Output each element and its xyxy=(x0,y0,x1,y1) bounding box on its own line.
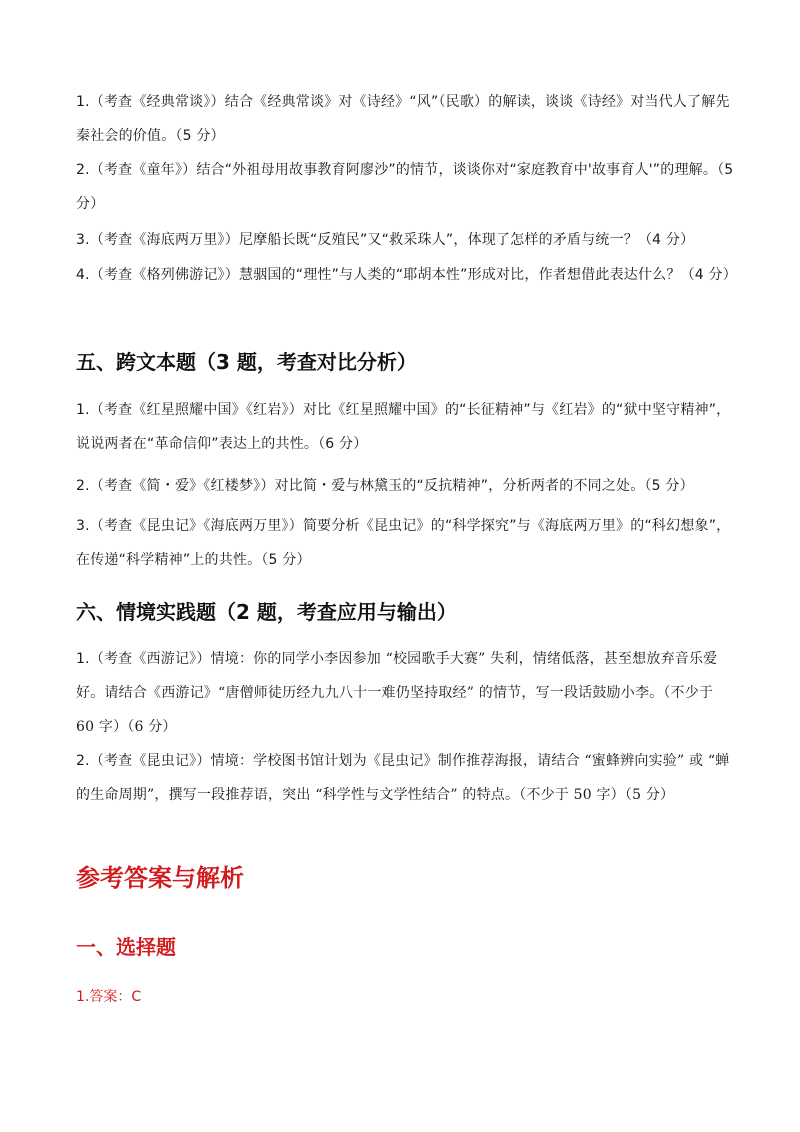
question-4-4: 4.（考查《格列佛游记》）慧骃国的“理性”与人类的“耶胡本性”形成对比，作者想借此表达什么？（4 分） xyxy=(76,267,737,283)
answers-title: 参考答案与解析 xyxy=(76,864,244,892)
question-5-1: 1.（考查《红星照耀中国》《红岩》）对比《红星照耀中国》的“长征精神”与《红岩》的“狱中坚守精神”，说说两者在“革命信仰”表达上的共性。（6 分） xyxy=(76,402,731,452)
question-6-1 xyxy=(76,642,736,744)
question-5-2: 2.（考查《简・爱》《红楼梦》）对比简・爱与林黛玉的“反抗精神”，分析两者的不同之处。（5 分） xyxy=(76,478,694,494)
question-6-2-prefix: 2.（考查《昆虫记》）情境： xyxy=(76,753,254,769)
section-5-heading: 五、跨文本题（3 题，考查对比分析） xyxy=(76,350,417,374)
question-6-1-body: 你的同学小李因参加 “校园歌手大赛” 失利，情绪低落，甚至想放弃音乐爱好。请结合《西游记》“唐僧师徒历经九九八十一难仍坚持取经” 的情节，写一段话鼓励小李。（不少于 60 字）（6 分） xyxy=(76,651,718,735)
answer-1: 1.答案：C xyxy=(76,989,142,1005)
section-6-heading: 六、情境实践题（2 题，考查应用与输出） xyxy=(76,600,457,624)
question-4-2: 2.（考查《童年》）结合“外祖母用故事教育阿廖沙”的情节，谈谈你对“家庭教育中'故事育人'”的理解。（5 分） xyxy=(76,162,734,212)
answers-section-1-heading: 一、选择题 xyxy=(76,935,176,959)
question-6-2 xyxy=(76,744,736,812)
question-4-3: 3.（考查《海底两万里》）尼摩船长既“反殖民”又“救采珠人”，体现了怎样的矛盾与统一？（4 分） xyxy=(76,232,695,248)
question-4-1: 1.（考查《经典常谈》）结合《经典常谈》对《诗经》“风”（民歌）的解读，谈谈《诗经》对当代人了解先秦社会的价值。（5 分） xyxy=(76,94,730,144)
question-5-3: 3.（考查《昆虫记》《海底两万里》）简要分析《昆虫记》的“科学探究”与《海底两万里》的“科幻想象”，在传递“科学精神”上的共性。（5 分） xyxy=(76,518,731,568)
question-6-1-prefix: 1.（考查《西游记》）情境： xyxy=(76,651,254,667)
question-6-2-body: 学校图书馆计划为《昆虫记》制作推荐海报，请结合 “蜜蜂辨向实验” 或 “蝉的生命周期”，撰写一段推荐语，突出 “科学性与文学性结合” 的特点。（不少于 50 字）（5 分） xyxy=(76,753,730,803)
